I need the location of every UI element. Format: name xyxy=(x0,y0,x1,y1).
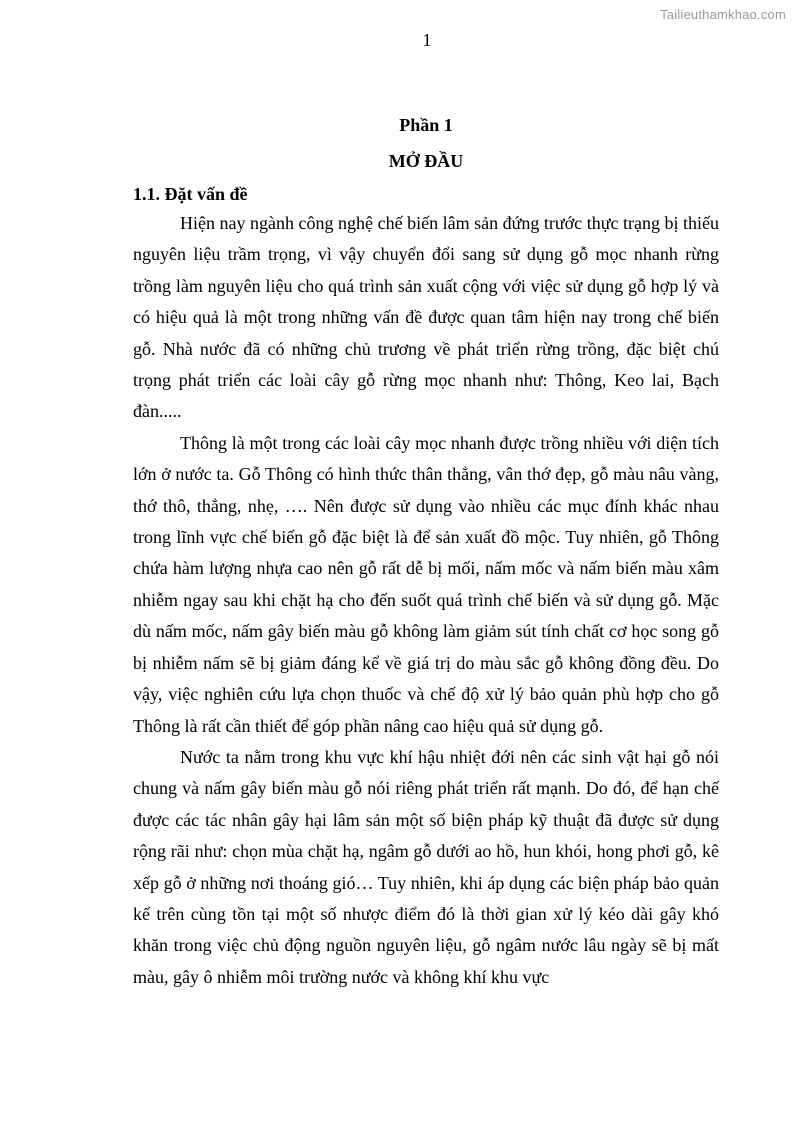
part-title: MỞ ĐẦU xyxy=(388,151,464,171)
document-body xyxy=(133,113,719,993)
paragraph-2: Thông là một trong các loài cây mọc nhanh được trồng nhiều với diện tích lớn ở nước ta. Gỗ Thông có hình thức thân thẳng, vân thớ đẹp, gỗ màu nâu vàng, thớ thô, thẳng, nhẹ, …. Nên được sử dụng vào nhiều các mục đính khác nhau trong lĩnh vực chế biến gỗ đặc biệt là để sản xuất đồ mộc. Tuy nhiên, gỗ Thông chứa hàm lượng nhựa cao nên gỗ rất dễ bị mối, nấm mốc và nấm biến màu xâm nhiễm ngay sau khi chặt hạ cho đến suốt quá trình chế biến và sử dụng gỗ. Mặc dù nấm mốc, nấm gây biến màu gỗ không làm giảm sút tính chất cơ học song gỗ bị nhiễm nấm sẽ bị giảm đáng kể về giá trị do màu sắc gỗ không đồng đều. Do vậy, việc nghiên cứu lựa chọn thuốc và chế độ xử lý bảo quản phù hợp cho gỗ Thông là rất cần thiết để góp phần nâng cao hiệu quả sử dụng gỗ. xyxy=(133,432,719,736)
section-heading: 1.1. Đặt vấn đề xyxy=(133,184,248,204)
page-number: 1 xyxy=(422,30,432,50)
watermark-text: Tailieuthamkhao.com xyxy=(660,7,786,22)
paragraph-1: Hiện nay ngành công nghệ chế biến lâm sản đứng trước thực trạng bị thiếu nguyên liệu trầm trọng, vì vậy chuyển đổi sang sử dụng gỗ mọc nhanh rừng trồng làm nguyên liệu cho quá trình sản xuất cộng với việc sử dụng gỗ hợp lý và có hiệu quả là một trong những vấn đề được quan tâm hiện nay trong chế biến gỗ. Nhà nước đã có những chủ trương về phát triển rừng trồng, đặc biệt chú trọng phát triển các loài cây gỗ rừng mọc nhanh như: Thông, Keo lai, Bạch đàn..... xyxy=(133,213,719,422)
paragraph-3: Nước ta nằm trong khu vực khí hậu nhiệt đới nên các sinh vật hại gỗ nói chung và nấm gây biến màu gỗ nói riêng phát triển rất mạnh. Do đó, để hạn chế được các tác nhân gây hại lâm sản một số biện pháp kỹ thuật đã được sử dụng rộng rãi như: chọn mùa chặt hạ, ngâm gỗ dưới ao hồ, hun khói, hong phơi gỗ, kê xếp gỗ ở những nơi thoáng gió… Tuy nhiên, khi áp dụng các biện pháp bảo quản kế trên cùng tồn tại một số nhược điểm đó là thời gian xử lý kéo dài gây khó khăn trong việc chủ động nguồn nguyên liệu, gỗ ngâm nước lâu ngày sẽ bị mất màu, gây ô nhiễm môi trường nước và không khí khu vực xyxy=(133,746,719,987)
part-label: Phần 1 xyxy=(399,115,453,135)
